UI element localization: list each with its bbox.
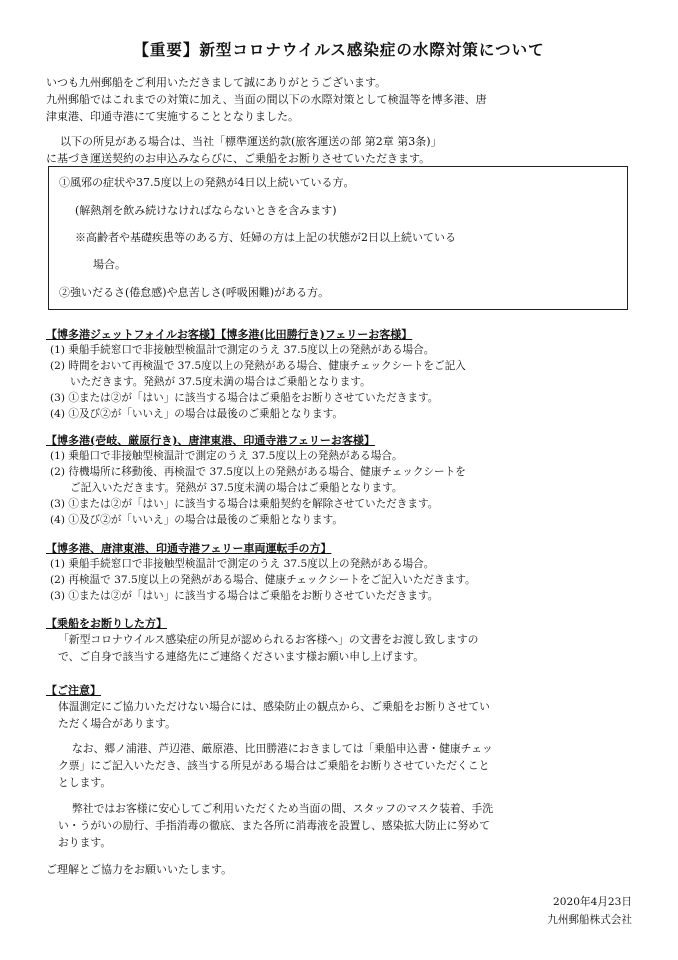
section-text: で、ご自身で該当する連絡先にご連絡くださいます様お願い申し上げます。 [58,650,425,663]
measures-paragraph: 弊社ではお客様に安心してご利用いただくため当面の間、スタッフのマスク装着、手洗 [72,802,494,815]
list-item: (3) ①または②が「はい」に該当する場合は乗船契約を解除させていただきます。 [50,498,439,510]
section-heading: 【博多港ジェットフォイルお客様】【博多港(比田勝行き)フェリーお客様】 [46,328,413,341]
ports-paragraph: とします。 [58,776,112,789]
list-item: (3) ①または②が「はい」に該当する場合はご乗船をお断りさせていただきます。 [50,590,439,602]
list-item: (2) 再検温で 37.5度以上の発熱がある場合、健康チェックシートをご記入いただきます。 [50,574,476,586]
page-title: 【重要】新型コロナウイルス感染症の水際対策について [133,40,545,59]
section-heading: 【乗船をお断りした方】 [46,617,167,630]
list-item: (1) 乗船手続窓口で非接触型検温計で測定のうえ 37.5度以上の発熱がある場合。 [50,558,435,570]
list-item: (2) 時間をおいて再検温で 37.5度以上の発熱がある場合、健康チェックシートをご記入 [50,360,466,372]
symptoms-box [48,166,628,310]
closing-text: ご理解とご協力をお願いいたします。 [46,863,233,876]
conditions-line: に基づき運送契約のお申込みならびに、ご乗船をお断りさせていただきます。 [46,152,431,165]
list-item: (2) 待機場所に移動後、再検温で 37.5度以上の発熱がある場合、健康チェックシートを [50,466,466,478]
symptom-note: (解熱剤を飲み続けなければならないときを含みます) [75,204,337,217]
intro-line: いつも九州郵船をご利用いただきまして誠にありがとうございます。 [46,76,387,89]
measures-paragraph: い・うがいの励行、手指消毒の徹底、また各所に消毒液を設置し、感染拡大防止に努めて [58,819,490,832]
list-item: ご記入いただきます。発熱が 37.5度未満の場合はご乗船となります。 [70,482,403,494]
section-text: 「新型コロナウイルス感染症の所見が認められるお客様へ」の文書をお渡し致しますの [58,633,479,646]
section-text: ただく場合があります。 [58,717,176,730]
symptom-item: ②強いだるさ(倦怠感)や息苦しさ(呼吸困難)がある方。 [59,286,330,299]
section-heading: 【博多港、唐津東港、印通寺港フェリー車両運転手の方】 [46,542,332,555]
symptom-note: ※高齢者や基礎疾患等のある方、妊婦の方は上記の状態が2日以上続いている [75,231,456,244]
intro-line: 九州郵船ではこれまでの対策に加え、当面の間以下の水際対策として検温等を博多港、唐 [46,93,487,106]
symptom-note: 場合。 [93,258,126,271]
date: 2020年4月23日 [553,896,632,908]
list-item: (1) 乗船手続窓口で非接触型検温計で測定のうえ 37.5度以上の発熱がある場合。 [50,344,435,356]
conditions-line: 以下の所見がある場合は、当社「標準運送約款(旅客運送の部 第2章 第3条)」 [60,135,442,148]
section-heading: 【ご注意】 [46,684,101,697]
section-text: 体温測定にご協力いただけない場合には、感染防止の観点から、ご乗船をお断りさせてい [58,700,490,713]
list-item: いただきます。発熱が 37.5度未満の場合はご乗船となります。 [70,376,371,388]
list-item: (3) ①または②が「はい」に該当する場合はご乗船をお断りさせていただきます。 [50,392,439,404]
list-item: (4) ①及び②が「いいえ」の場合は最後のご乗船となります。 [50,514,343,526]
intro-line: 津東港、印通寺港にて実施することとなりました。 [46,110,299,123]
measures-paragraph: おります。 [58,836,112,849]
list-item: (4) ①及び②が「いいえ」の場合は最後のご乗船となります。 [50,408,343,420]
company-name: 九州郵船株式会社 [547,914,632,926]
ports-paragraph: ク票」にご記入いただき、該当する所見がある場合はご乗船をお断りさせていただくこと [58,759,490,772]
ports-paragraph: なお、郷ノ浦港、芦辺港、厳原港、比田勝港におきましては「乗船申込書・健康チェッ [72,742,493,755]
symptom-item: ①風邪の症状や37.5度以上の発熱が4日以上続いている方。 [59,176,355,189]
list-item: (1) 乗船口で非接触型検温計で測定のうえ 37.5度以上の発熱がある場合。 [50,450,403,462]
section-heading: 【博多港(壱岐、厳原行き)、唐津東港、印通寺港フェリーお客様】 [46,434,375,447]
